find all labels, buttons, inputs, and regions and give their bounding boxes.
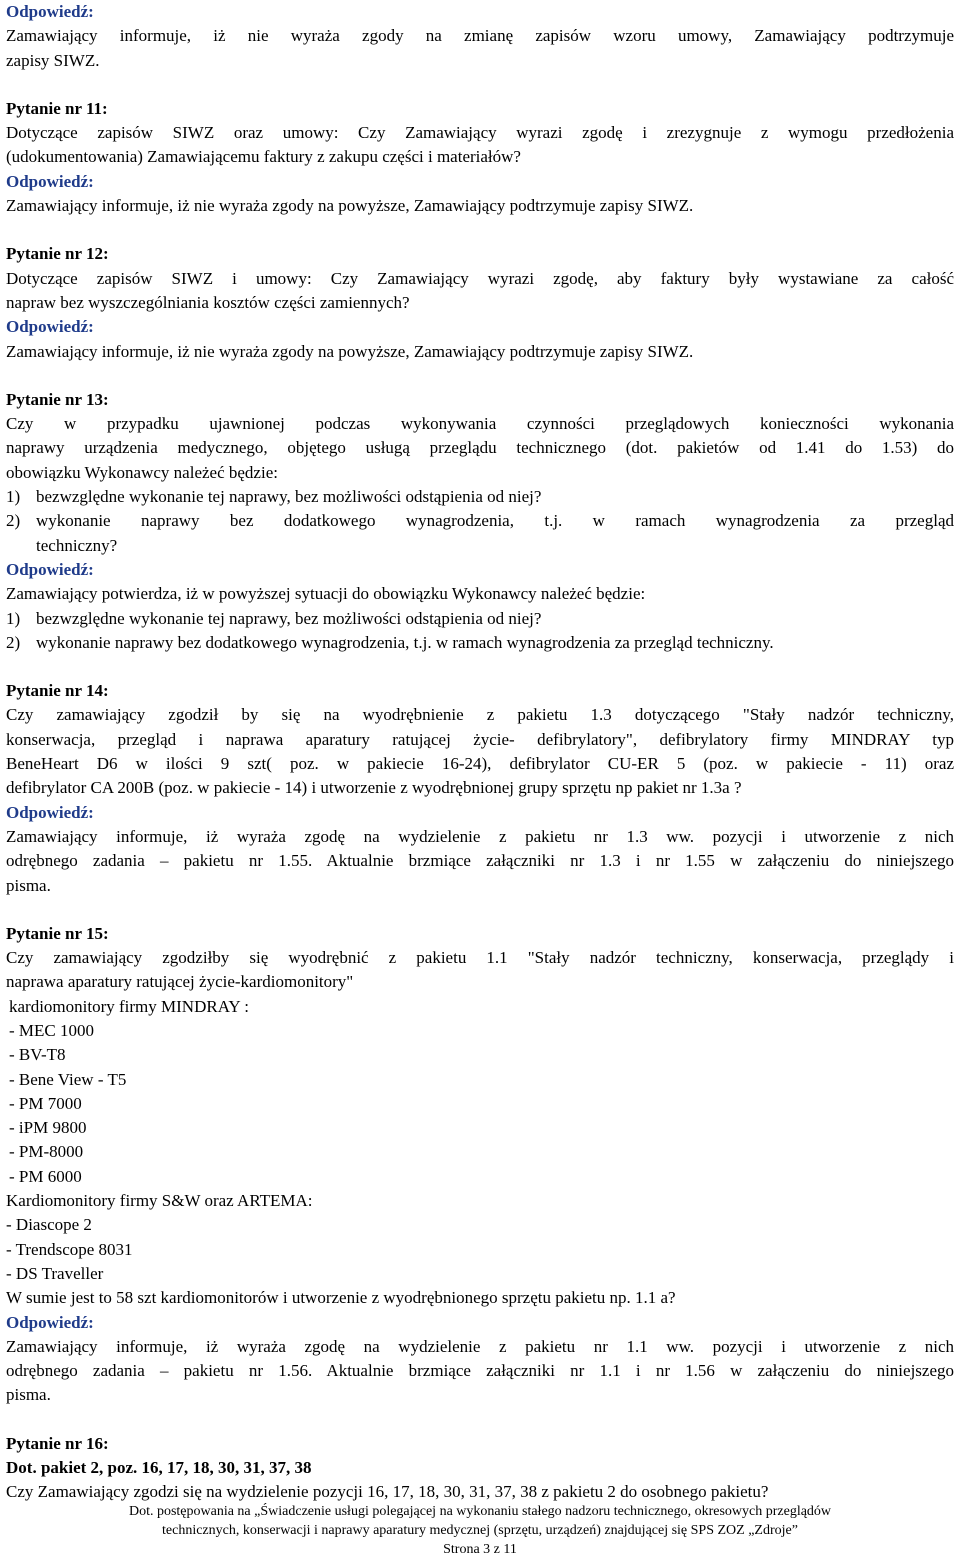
- question-line: - MEC 1000: [9, 1020, 94, 1040]
- spacer: [6, 898, 954, 922]
- list-number: 1): [6, 487, 21, 507]
- question-line: - Trendscope 8031: [6, 1239, 133, 1259]
- question-line: - Diascope 2: [6, 1215, 92, 1235]
- question-heading: Pytanie nr 11:: [6, 98, 108, 118]
- footer-line-1: Dot. postępowania na „Świadczenie usługi polegającej na wykonaniu stałego nadzoru technicznego, okresowych przeglądów: [128, 1504, 832, 1519]
- question-line: Dotyczące zapisów SIWZ oraz umowy: Czy Zamawiający wyrazi zgodę i zrezygnuje z wymogu przedłożenia: [6, 123, 954, 143]
- question-line: obowiązku Wykonawcy należeć będzie:: [6, 462, 278, 482]
- question-line: - BV-T8: [9, 1045, 66, 1065]
- question-line: - PM-8000: [9, 1142, 84, 1162]
- question-line: - Bene View - T5: [9, 1069, 127, 1089]
- answer-line: Zamawiający potwierdza, iż w powyższej sytuacji do obowiązku Wykonawcy należeć będzie:: [6, 584, 646, 604]
- question-line: Kardiomonitory firmy S&W oraz ARTEMA:: [6, 1191, 313, 1211]
- list-text: wykonanie naprawy bez dodatkowego wynagrodzenia, t.j. w ramach wynagrodzenia za przegląd techniczny.: [36, 632, 774, 652]
- question-heading: Pytanie nr 14:: [6, 681, 109, 701]
- question-line: - PM 7000: [9, 1093, 82, 1113]
- question-line: Czy Zamawiający zgodzi się na wydzielenie pozycji 16, 17, 18, 30, 31, 37, 38 z pakietu 2 do osobnego pakietu?: [6, 1482, 769, 1502]
- answer-heading: Odpowiedź:: [6, 171, 94, 191]
- answer-line: zapisy SIWZ.: [6, 50, 100, 70]
- question-line: Dot. pakiet 2, poz. 16, 17, 18, 30, 31, 37, 38: [6, 1458, 312, 1478]
- spacer: [6, 364, 954, 388]
- page-number: Strona 3 z 11: [443, 1542, 517, 1557]
- answer-heading: Odpowiedź:: [6, 802, 94, 822]
- document-page: [6, 0, 954, 1505]
- answer-line: pisma.: [6, 1385, 51, 1405]
- answer-line: odrębnego zadania – pakietu nr 1.55. Aktualnie brzmiące załączniki nr 1.3 i nr 1.55 w załączeniu do niniejszego: [6, 851, 954, 871]
- list-text: bezwzględne wykonanie tej naprawy, bez możliwości odstąpienia od niej?: [36, 608, 542, 628]
- question-line: (udokumentowania) Zamawiającemu faktury z zakupu części i materiałów?: [6, 147, 521, 167]
- footer-line-2: technicznych, konserwacji i naprawy aparatury medycznej (sprzętu, urządzeń) znajdującej się SPS ZOZ „Zdroje”: [162, 1523, 798, 1538]
- question-line: napraw bez wyszczególniania kosztów części zamiennych?: [6, 292, 410, 312]
- answer-line: Zamawiający informuje, iż wyraża zgodę na wydzielenie z pakietu nr 1.3 ww. pozycji i utworzenie z nich: [6, 826, 954, 846]
- answer-line: Zamawiający informuje, iż nie wyraża zgody na powyższe, Zamawiający podtrzymuje zapisy SIWZ.: [6, 341, 694, 361]
- answer-line: pisma.: [6, 875, 51, 895]
- question-line: [6, 509, 954, 533]
- question-line: - PM 6000: [9, 1166, 82, 1186]
- answer-heading: Odpowiedź:: [6, 1312, 94, 1332]
- question-line: [6, 485, 954, 509]
- question-line: naprawy urządzenia medycznego, objętego usługą przeglądu technicznego (dot. pakietów od 1.41 do 1.53) do: [6, 438, 954, 458]
- question-heading: Pytanie nr 16:: [6, 1433, 109, 1453]
- list-number: 1): [6, 608, 21, 628]
- answer-line: Zamawiający informuje, iż wyraża zgodę na wydzielenie z pakietu nr 1.1 ww. pozycji i utworzenie z nich: [6, 1336, 954, 1356]
- question-line: Czy w przypadku ujawnionej podczas wykonywania czynności przeglądowych konieczności wykonania: [6, 414, 954, 434]
- answer-line: Zamawiający informuje, iż nie wyraża zgody na zmianę zapisów wzoru umowy, Zamawiający podtrzymuje: [6, 26, 954, 46]
- question-line: W sumie jest to 58 szt kardiomonitorów i utworzenie z wyodrębnionego sprzętu pakietu np. 1.1 a?: [6, 1288, 676, 1308]
- page-footer: [0, 1502, 960, 1559]
- question-heading: Pytanie nr 12:: [6, 244, 109, 264]
- question-line: Czy zamawiający zgodził by się na wyodrębnienie z pakietu 1.3 dotyczącego "Stały nadzór techniczny,: [6, 705, 954, 725]
- answer-line: Zamawiający informuje, iż nie wyraża zgody na powyższe, Zamawiający podtrzymuje zapisy SIWZ.: [6, 196, 694, 216]
- spacer: [6, 218, 954, 242]
- question-line: Czy zamawiający zgodziłby się wyodrębnić z pakietu 1.1 "Stały nadzór techniczny, konserwacja, przeglądy i: [6, 948, 954, 968]
- question-heading: Pytanie nr 13:: [6, 389, 109, 409]
- spacer: [6, 655, 954, 679]
- answer-line: [6, 607, 954, 631]
- answer-line: odrębnego zadania – pakietu nr 1.56. Aktualnie brzmiące załączniki nr 1.1 i nr 1.56 w załączeniu do niniejszego: [6, 1361, 954, 1381]
- list-number: 2): [6, 511, 21, 531]
- question-line: techniczny?: [36, 535, 118, 555]
- list-text: bezwzględne wykonanie tej naprawy, bez możliwości odstąpienia od niej?: [36, 487, 542, 507]
- list-text: wykonanie naprawy bez dodatkowego wynagrodzenia, t.j. w ramach wynagrodzenia za przegląd: [36, 511, 954, 531]
- answer-heading: Odpowiedź:: [6, 559, 94, 579]
- question-line: naprawa aparatury ratującej życie-kardiomonitory": [6, 972, 354, 992]
- question-line: defibrylator CA 200B (poz. w pakiecie - 14) i utworzenie z wyodrębnionej grupy sprzętu np pakiet nr 1.3a ?: [6, 778, 742, 798]
- list-number: 2): [6, 632, 21, 652]
- question-line: konserwacja, przegląd i naprawa aparatury ratującej życie- defibrylatory", defibrylatory firmy MINDRAY typ: [6, 729, 954, 749]
- question-line: kardiomonitory firmy MINDRAY :: [9, 996, 250, 1016]
- answer-line: [6, 631, 954, 655]
- question-line: - iPM 9800: [9, 1118, 87, 1138]
- answer-heading: Odpowiedź:: [6, 2, 94, 21]
- question-line: BeneHeart D6 w ilości 9 szt( poz. w pakiecie 16-24), defibrylator CU-ER 5 (poz. w pakiecie - 11) oraz: [6, 754, 954, 774]
- answer-heading: Odpowiedź:: [6, 317, 94, 337]
- question-heading: Pytanie nr 15:: [6, 923, 109, 943]
- spacer: [6, 73, 954, 97]
- spacer: [6, 1408, 954, 1432]
- question-line: - DS Traveller: [6, 1263, 104, 1283]
- question-line: Dotyczące zapisów SIWZ i umowy: Czy Zamawiający wyrazi zgodę, aby faktury były wystawiane za całość: [6, 268, 954, 288]
